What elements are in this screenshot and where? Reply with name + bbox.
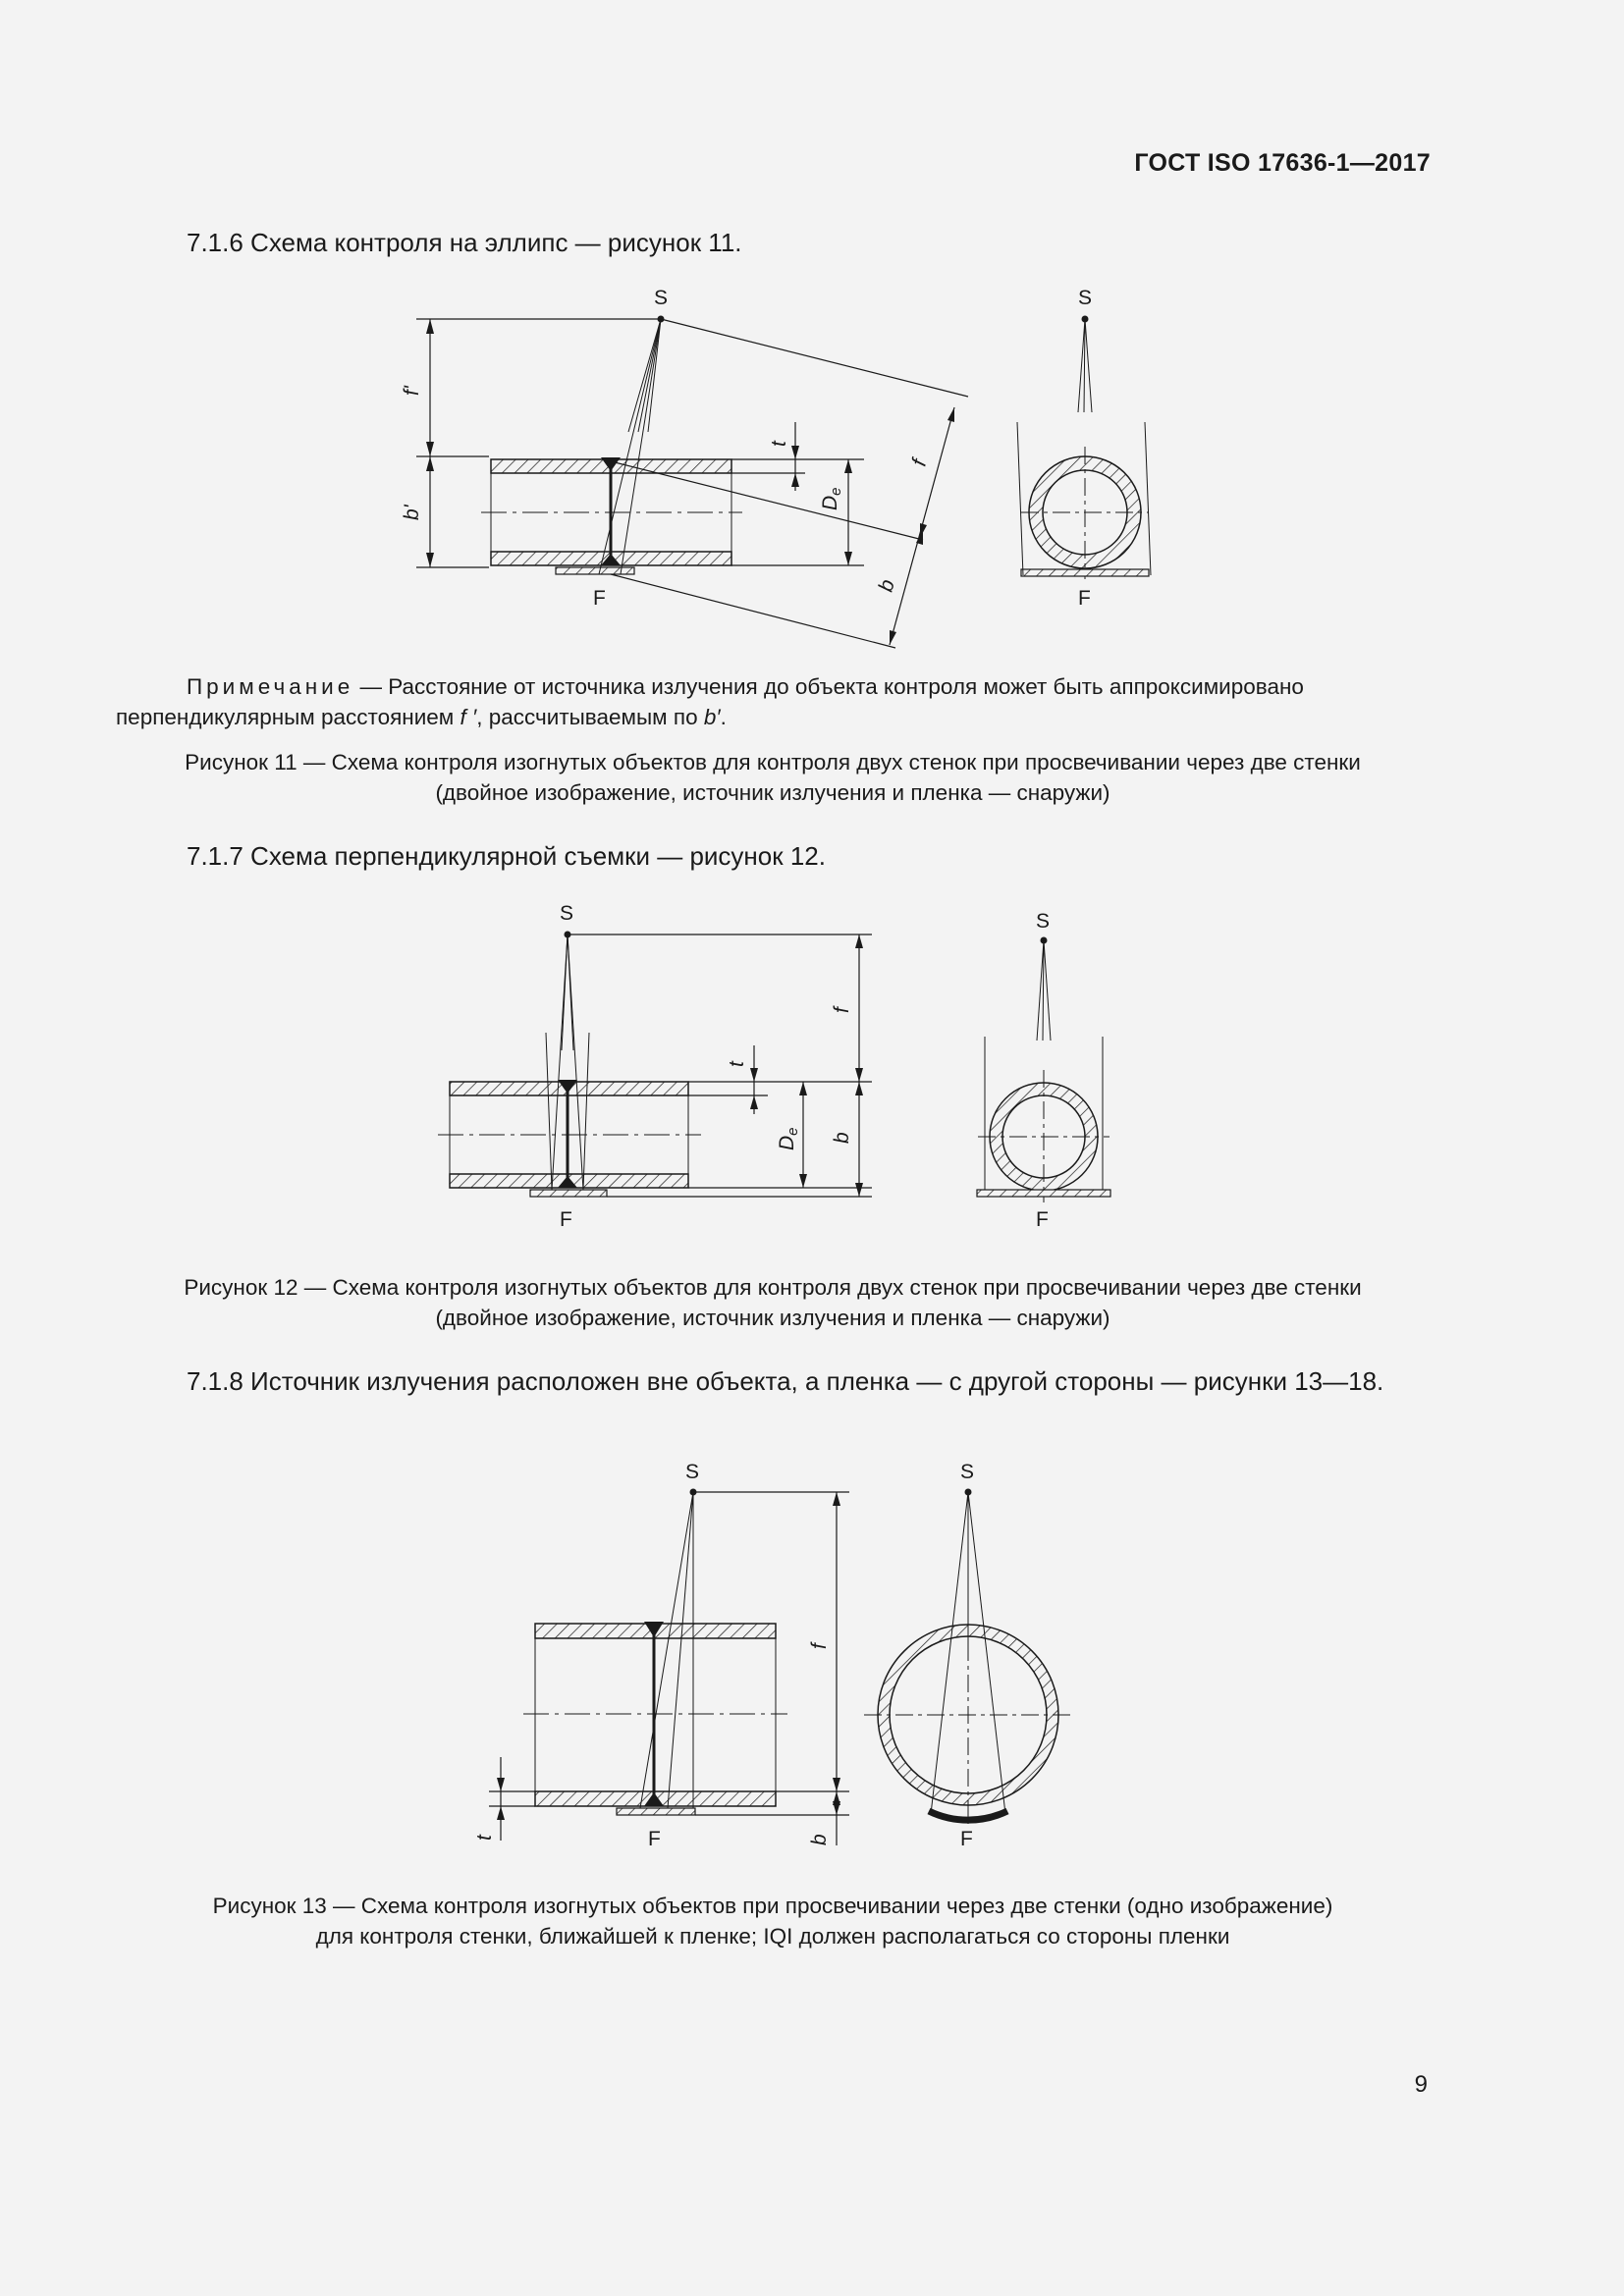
page-number: 9	[1414, 2071, 1428, 2098]
section-7-1-7: 7.1.7 Схема перпендикулярной съемки — рисунок 12.	[187, 841, 826, 871]
fig12-de-sub: e	[785, 1127, 801, 1136]
fig11-source-label: S	[654, 287, 669, 309]
fig11-de-label: D	[819, 495, 841, 510]
figure-12-diagram	[0, 883, 1624, 1256]
fig13-f-label: f	[808, 1643, 831, 1649]
fig12-f-label: f	[831, 1007, 853, 1013]
fig13-t-label: t	[473, 1835, 496, 1841]
fig12-film-label: F	[560, 1208, 572, 1231]
fig11-b-label: b	[874, 577, 899, 595]
standard-header: ГОСТ ISO 17636-1—2017	[1134, 149, 1431, 177]
fig12-source-label-right: S	[1036, 910, 1051, 933]
section-7-1-6: 7.1.6 Схема контроля на эллипс — рисунок 11.	[187, 228, 742, 257]
fig11-film-label: F	[593, 587, 606, 610]
fig13-film-label: F	[648, 1828, 661, 1850]
fig13-b-label: b	[808, 1834, 831, 1845]
figure-11-diagram	[0, 0, 1624, 687]
fig12-t-label: t	[726, 1061, 748, 1067]
note-label: Примечание	[187, 674, 354, 699]
figure-12-caption: Рисунок 12 — Схема контроля изогнутых объектов для контроля двух стенок при просвечивании через две стенки (двойное изображение, источник излучения и пленка — снаружи)	[184, 1275, 1362, 1330]
fig11-source-label-right: S	[1078, 287, 1093, 309]
figure-11-caption: Рисунок 11 — Схема контроля изогнутых объектов для контроля двух стенок при просвечивании через две стенки (двойное изображение, источник излучения и пленка — снаружи)	[185, 750, 1361, 805]
fig13-film-label-right: F	[960, 1828, 973, 1850]
fig11-film-label-right: F	[1078, 587, 1091, 610]
fig12-de-label: D	[776, 1135, 798, 1150]
figure-13-diagram	[0, 1443, 1624, 1865]
fig13-source-label-right: S	[960, 1461, 975, 1483]
figure-11-note: Примечание — Расстояние от источника излучения до объекта контроля может быть аппроксимировано перпендикулярным расстоянием f ′, рассчитываемым по b′.	[116, 674, 1304, 729]
fig11-t-label: t	[768, 441, 790, 447]
f-prime-label: f'	[401, 386, 423, 396]
svg-text:De	[819, 487, 844, 510]
fig12-b-label: b	[831, 1132, 853, 1144]
fig12-film-label-right: F	[1036, 1208, 1049, 1231]
fig11-f-label: f	[907, 456, 932, 469]
b-prime-label: b'	[401, 505, 423, 520]
fig13-source-label: S	[685, 1461, 700, 1483]
fig11-de-sub: e	[828, 487, 844, 496]
svg-text:De	[776, 1127, 801, 1150]
section-7-1-8: 7.1.8 Источник излучения расположен вне объекта, а пленка — с другой стороны — рисунки 13—18.	[187, 1366, 1384, 1396]
fig12-source-label: S	[560, 902, 574, 925]
figure-13-caption: Рисунок 13 — Схема контроля изогнутых объектов при просвечивании через две стенки (одно изображение) для контроля стенки, ближайшей к пленке; IQI должен располагаться со стороны пленки	[212, 1894, 1333, 1949]
